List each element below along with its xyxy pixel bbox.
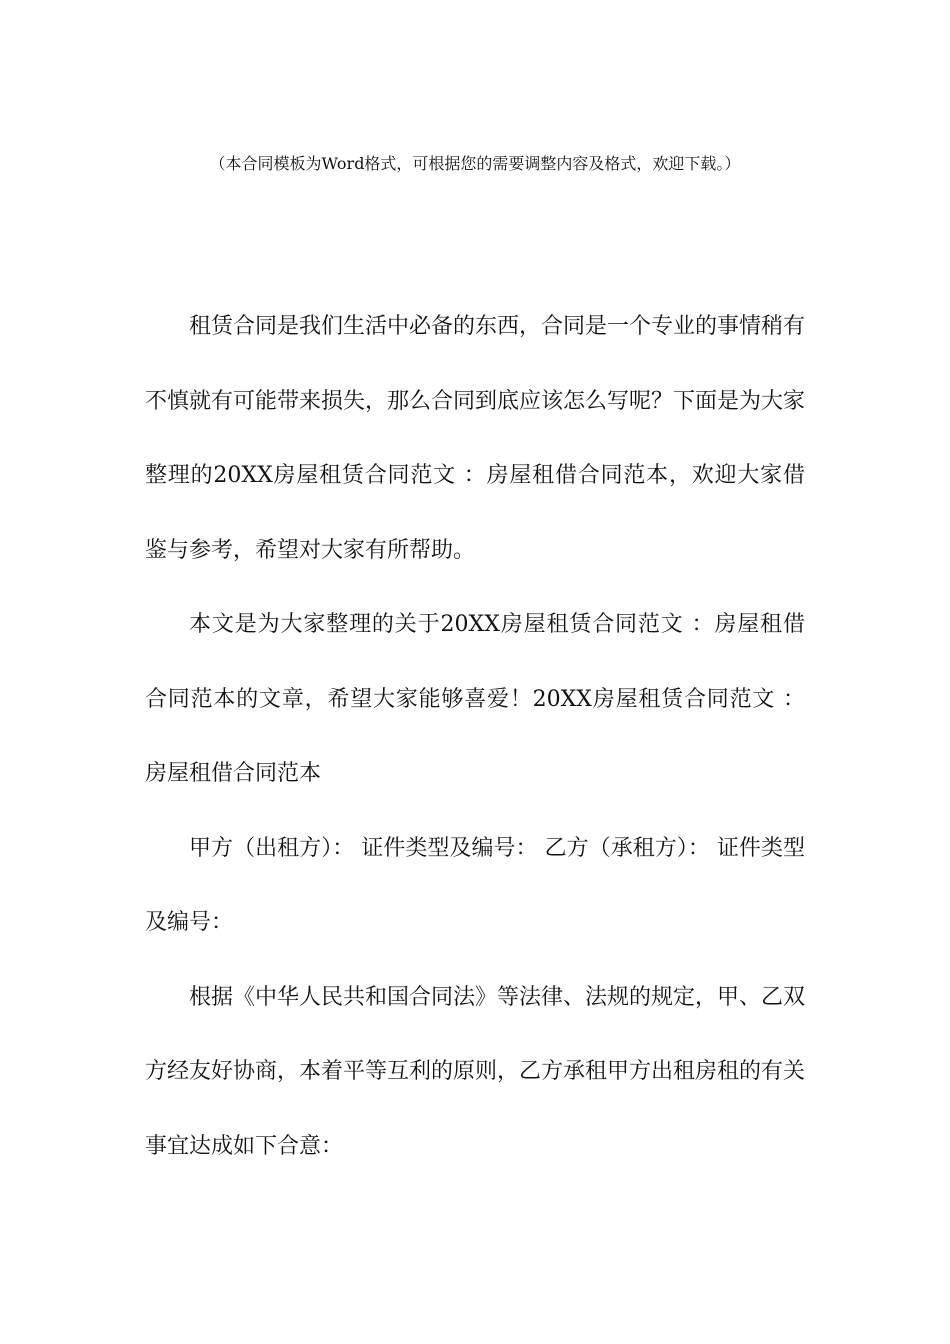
document-body [145,290,805,1184]
paragraph-intro: 租赁合同是我们生活中必备的东西，合同是一个专业的事情稍有不慎就有可能带来损失，那么合同到底应该怎么写呢？下面是为大家整理的20XX房屋租赁合同范文 ：房屋租借合同范本，欢迎大家借鉴与参考，希望对大家有所帮助。 [145,314,806,563]
template-note: （本合同模板为Word格式，可根据您的需要调整内容及格式，欢迎下载。） [209,154,741,173]
paragraph-legal-basis: 根据《中华人民共和国合同法》等法律、法规的规定，甲、乙双方经友好协商，本着平等互利的原则，乙方承租甲方出租房租的有关事宜达成如下合意： [145,984,806,1159]
paragraph-article-summary: 本文是为大家整理的关于20XX房屋租赁合同范文 ：房屋租借合同范本的文章，希望大家能够喜爱！20XX房屋租赁合同范文 ：房屋租借合同范本 [145,612,805,786]
paragraph-parties: 甲方（出租方）： 证件类型及编号： 乙方（承租方）： 证件类型及编号： [145,835,805,935]
